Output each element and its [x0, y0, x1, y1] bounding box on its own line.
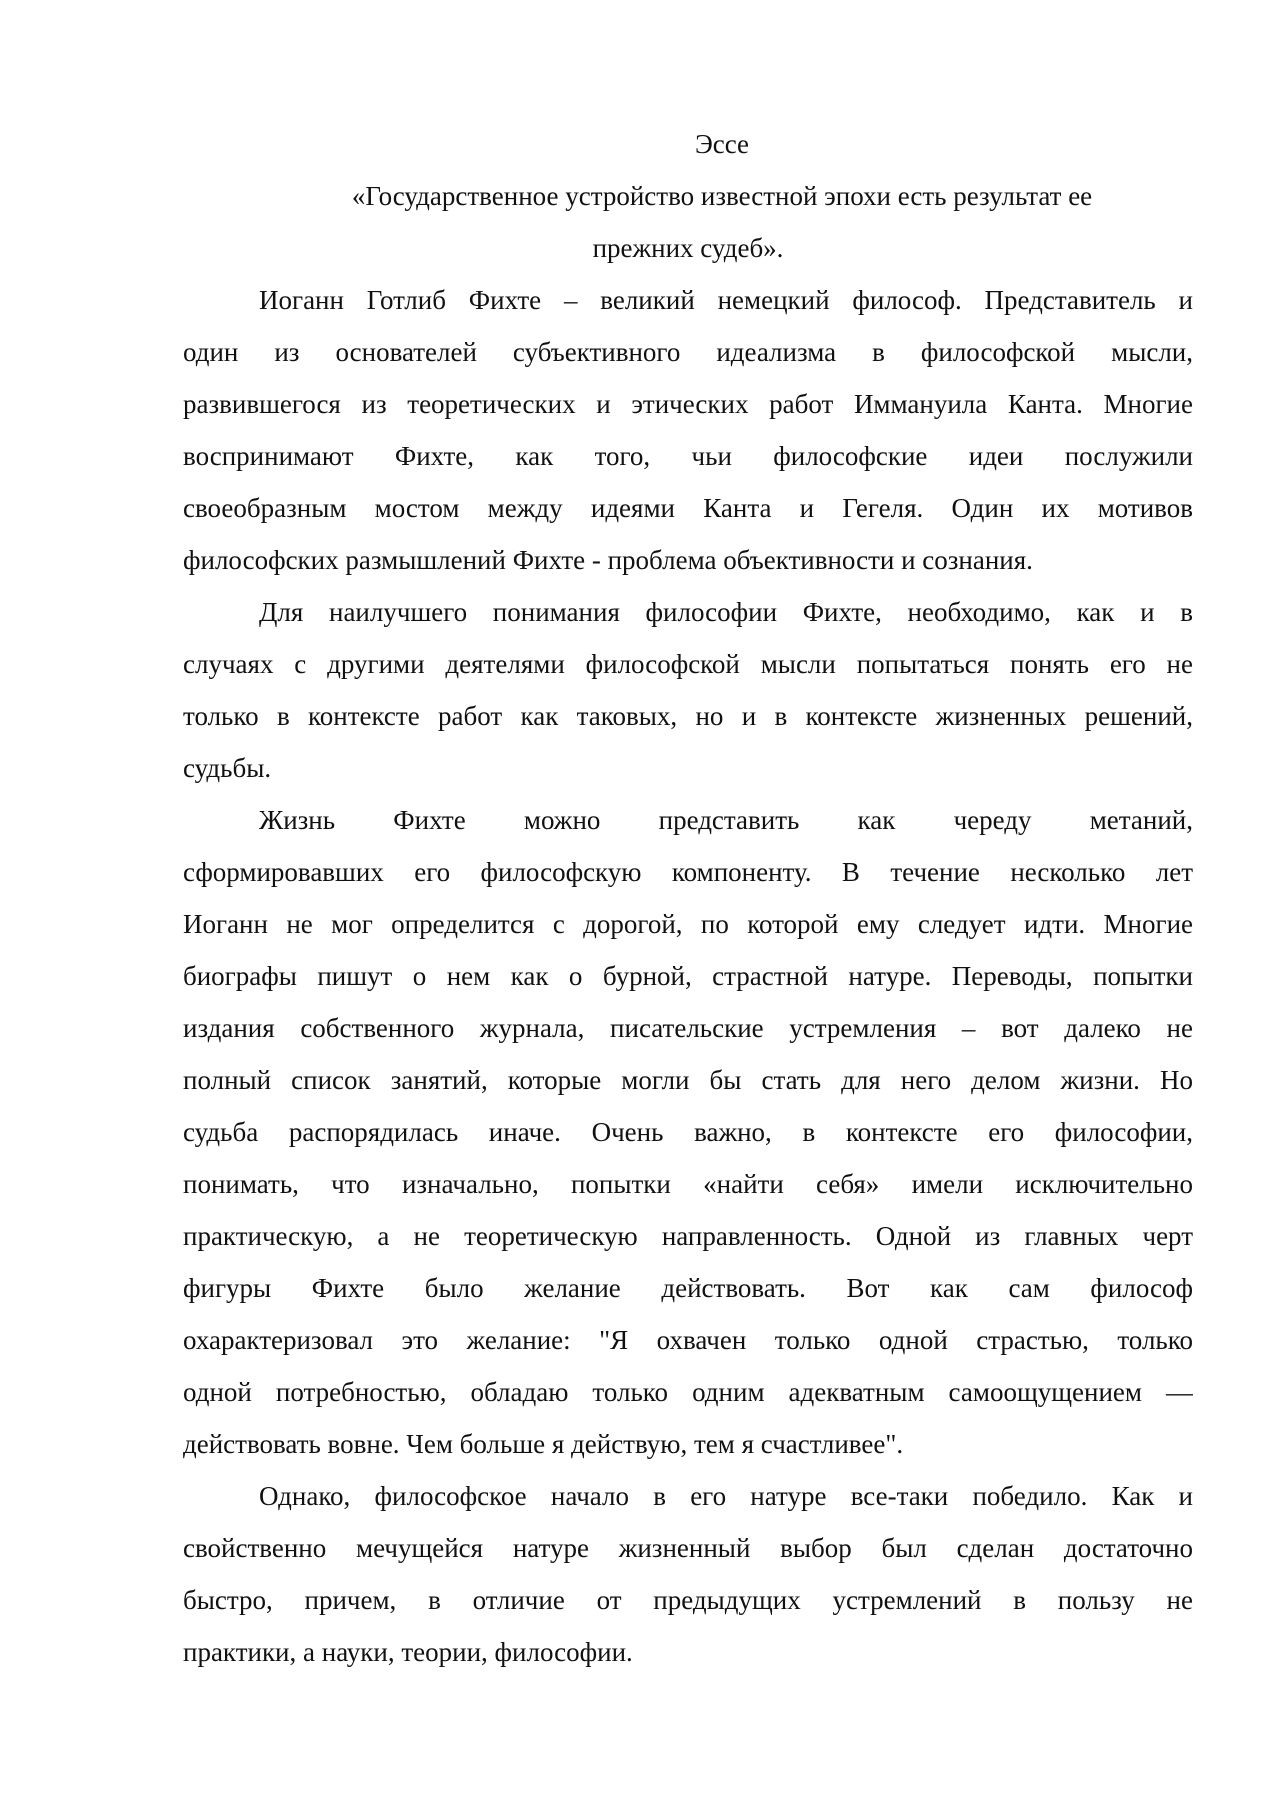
paragraph-line: биографы пишут о нем как о бурной, страстной натуре. Переводы, попытки	[183, 961, 1193, 991]
paragraph-line: своеобразным мостом между идеями Канта и Гегеля. Один их мотивов	[183, 493, 1193, 523]
paragraph-line: воспринимают Фихте, как того, чьи философские идеи послужили	[183, 441, 1193, 471]
paragraph-line: охарактеризовал это желание: "Я охвачен только одной страстью, только	[183, 1325, 1193, 1355]
paragraph-line: Иоганн не мог определится с дорогой, по которой ему следует идти. Многие	[183, 909, 1193, 939]
paragraph-line: только в контексте работ как таковых, но и в контексте жизненных решений,	[183, 701, 1193, 731]
paragraph-2	[183, 586, 1193, 794]
essay-heading: Эссе	[694, 129, 750, 159]
paragraph-line: одной потребностью, обладаю только одним адекватным самоощущением —	[183, 1377, 1193, 1407]
paragraph-line: Однако, философское начало в его натуре все-таки победило. Как и	[259, 1481, 1193, 1511]
essay-title-line-1: «Государственное устройство известной эпохи есть результат ее	[351, 181, 1093, 211]
essay-title-line-2: прежних судеб».	[592, 233, 784, 263]
paragraph-line: философских размышлений Фихте - проблема объективности и сознания.	[183, 545, 1033, 575]
paragraph-line: один из основателей субъективного идеализма в философской мысли,	[183, 337, 1193, 367]
paragraph-line: фигуры Фихте было желание действовать. Вот как сам философ	[183, 1273, 1193, 1303]
paragraph-1	[183, 274, 1193, 586]
paragraph-line: понимать, что изначально, попытки «найти себя» имели исключительно	[183, 1169, 1193, 1199]
paragraph-line: судьба распорядилась иначе. Очень важно, в контексте его философии,	[183, 1117, 1193, 1147]
paragraph-line: Для наилучшего понимания философии Фихте, необходимо, как и в	[259, 597, 1193, 627]
paragraph-line: свойственно мечущейся натуре жизненный выбор был сделан достаточно	[183, 1533, 1193, 1563]
paragraph-line: быстро, причем, в отличие от предыдущих устремлений в пользу не	[183, 1585, 1193, 1615]
paragraph-line: полный список занятий, которые могли бы стать для него делом жизни. Но	[183, 1065, 1193, 1095]
paragraph-line: действовать вовне. Чем больше я действую, тем я счастливее".	[183, 1429, 904, 1459]
paragraph-line: сформировавших его философскую компоненту. В течение несколько лет	[183, 857, 1193, 887]
paragraph-line: развившегося из теоретических и этических работ Иммануила Канта. Многие	[183, 389, 1193, 419]
paragraph-line: издания собственного журнала, писательские устремления – вот далеко не	[183, 1013, 1193, 1043]
paragraph-line: судьбы.	[183, 753, 272, 783]
paragraph-line: практики, а науки, теории, философии.	[183, 1637, 633, 1667]
document-body	[183, 118, 1193, 1678]
paragraph-line: случаях с другими деятелями философской мысли попытаться понять его не	[183, 649, 1193, 679]
paragraph-3	[183, 794, 1193, 1470]
paragraph-line: Жизнь Фихте можно представить как череду метаний,	[259, 805, 1193, 835]
paragraph-line: практическую, а не теоретическую направленность. Одной из главных черт	[183, 1221, 1193, 1251]
paragraph-line: Иоганн Готлиб Фихте – великий немецкий философ. Представитель и	[259, 285, 1193, 315]
paragraph-4	[183, 1470, 1193, 1678]
